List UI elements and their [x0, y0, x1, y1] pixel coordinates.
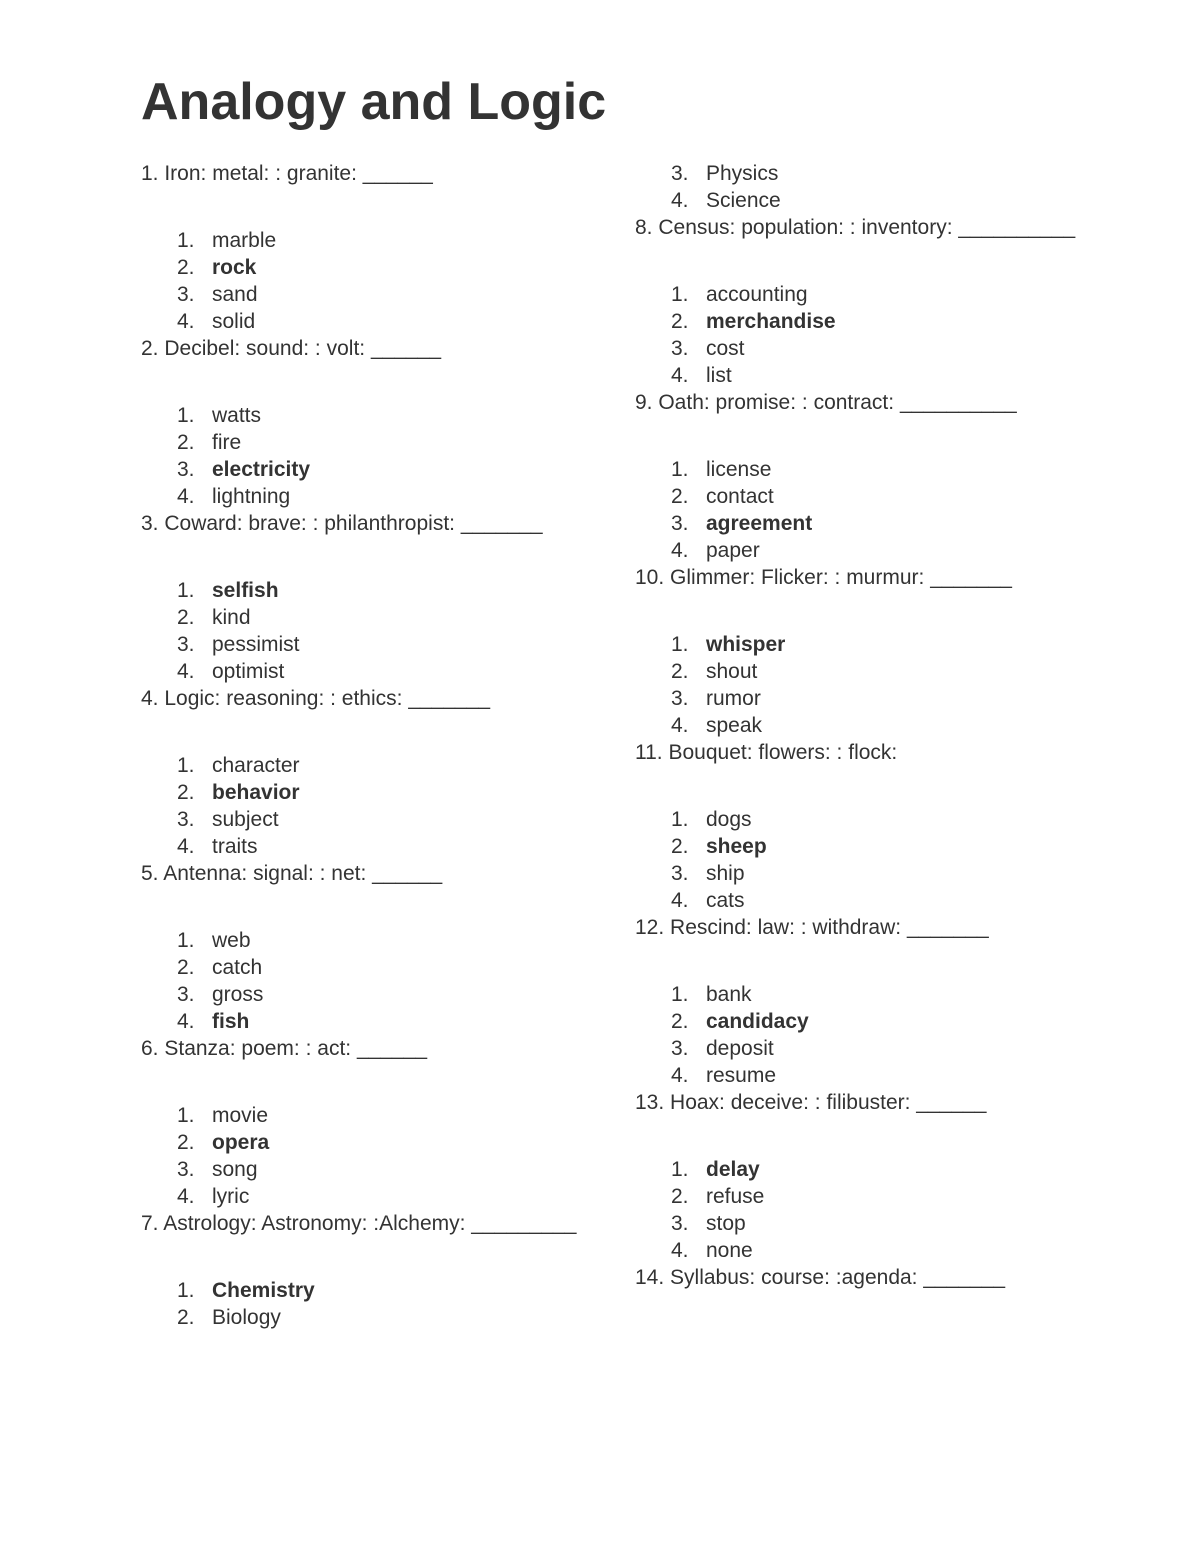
- answer-option-correct: [141, 779, 611, 806]
- option-number: 1.: [177, 1104, 195, 1127]
- option-label: catch: [212, 956, 263, 979]
- option-label: optimist: [212, 660, 285, 683]
- option-label: deposit: [706, 1037, 774, 1060]
- answer-option: [635, 281, 1105, 308]
- option-number: 3.: [177, 458, 195, 481]
- option-label: dogs: [706, 808, 752, 831]
- option-label: speak: [706, 714, 763, 737]
- question-text: 8. Census: population: : inventory: __________: [635, 216, 1076, 239]
- spacer: [635, 591, 1105, 631]
- answer-option: [635, 712, 1105, 739]
- option-number: 4.: [177, 835, 195, 858]
- option-number: 1.: [671, 283, 689, 306]
- spacer: [635, 766, 1105, 806]
- option-label: merchandise: [706, 310, 836, 333]
- answer-option: [635, 1183, 1105, 1210]
- option-label: watts: [212, 404, 262, 427]
- spacer: [635, 416, 1105, 456]
- answer-option: [635, 806, 1105, 833]
- option-label: Science: [706, 189, 781, 212]
- option-number: 4.: [671, 714, 689, 737]
- option-number: 3.: [671, 337, 689, 360]
- option-label: list: [706, 364, 732, 387]
- option-label: contact: [706, 485, 774, 508]
- option-number: 2.: [671, 310, 689, 333]
- option-label: shout: [706, 660, 758, 683]
- question-text: 5. Antenna: signal: : net: ______: [141, 862, 443, 885]
- option-number: 3.: [671, 1037, 689, 1060]
- answer-option: [141, 833, 611, 860]
- option-number: 2.: [177, 781, 195, 804]
- spacer: [141, 362, 611, 402]
- option-number: 3.: [671, 687, 689, 710]
- question-text: 7. Astrology: Astronomy: :Alchemy: _________: [141, 1212, 577, 1235]
- option-label: character: [212, 754, 300, 777]
- option-label: sheep: [706, 835, 767, 858]
- option-number: 2.: [177, 1306, 195, 1329]
- option-label: cats: [706, 889, 745, 912]
- answer-option-correct: [635, 631, 1105, 658]
- option-label: fire: [212, 431, 242, 454]
- question-text: 14. Syllabus: course: :agenda: _______: [635, 1266, 1006, 1289]
- option-label: stop: [706, 1212, 746, 1235]
- answer-option: [141, 281, 611, 308]
- question-text: 6. Stanza: poem: : act: ______: [141, 1037, 428, 1060]
- option-label: lightning: [212, 485, 291, 508]
- option-number: 2.: [177, 1131, 195, 1154]
- answer-option: [141, 658, 611, 685]
- answer-option-correct: [141, 1277, 611, 1304]
- option-label: lyric: [212, 1185, 250, 1208]
- option-number: 2.: [671, 1010, 689, 1033]
- option-label: pessimist: [212, 633, 300, 656]
- question-text: 4. Logic: reasoning: : ethics: _______: [141, 687, 491, 710]
- answer-option-correct: [635, 308, 1105, 335]
- spacer: [635, 241, 1105, 281]
- answer-option-correct: [141, 577, 611, 604]
- answer-option: [635, 860, 1105, 887]
- option-number: 2.: [671, 1185, 689, 1208]
- option-label: fish: [212, 1010, 250, 1033]
- answer-option: [141, 483, 611, 510]
- answer-option: [141, 1102, 611, 1129]
- option-label: movie: [212, 1104, 269, 1127]
- option-number: 3.: [177, 283, 195, 306]
- option-label: Physics: [706, 162, 779, 185]
- option-number: 4.: [671, 539, 689, 562]
- option-number: 3.: [671, 862, 689, 885]
- option-label: web: [212, 929, 251, 952]
- option-number: 4.: [671, 889, 689, 912]
- option-label: ship: [706, 862, 745, 885]
- answer-option: [141, 604, 611, 631]
- option-label: none: [706, 1239, 753, 1262]
- option-label: sand: [212, 283, 258, 306]
- option-label: traits: [212, 835, 258, 858]
- answer-option: [141, 631, 611, 658]
- option-number: 4.: [671, 364, 689, 387]
- answer-option-correct: [141, 1129, 611, 1156]
- option-number: 1.: [671, 983, 689, 1006]
- answer-option: [635, 456, 1105, 483]
- option-number: 3.: [671, 162, 689, 185]
- option-label: gross: [212, 983, 264, 1006]
- option-number: 1.: [177, 229, 195, 252]
- option-number: 1.: [177, 404, 195, 427]
- answer-option: [635, 362, 1105, 389]
- option-label: accounting: [706, 283, 808, 306]
- answer-option-correct: [635, 510, 1105, 537]
- answer-option: [635, 537, 1105, 564]
- spacer: [141, 1062, 611, 1102]
- option-label: rock: [212, 256, 257, 279]
- option-label: electricity: [212, 458, 311, 481]
- answer-option-correct: [635, 1008, 1105, 1035]
- answer-option: [635, 981, 1105, 1008]
- option-number: 4.: [177, 1185, 195, 1208]
- option-label: rumor: [706, 687, 761, 710]
- option-label: opera: [212, 1131, 270, 1154]
- question-text: 2. Decibel: sound: : volt: ______: [141, 337, 442, 360]
- answer-option-correct: [141, 1008, 611, 1035]
- option-number: 4.: [177, 1010, 195, 1033]
- option-label: solid: [212, 310, 256, 333]
- option-number: 1.: [177, 579, 195, 602]
- answer-option: [635, 1210, 1105, 1237]
- option-number: 4.: [671, 1064, 689, 1087]
- question-text: 12. Rescind: law: : withdraw: _______: [635, 916, 989, 939]
- option-label: whisper: [706, 633, 786, 656]
- answer-option: [141, 927, 611, 954]
- answer-option: [635, 160, 1105, 187]
- option-number: 3.: [177, 1158, 195, 1181]
- option-label: behavior: [212, 781, 300, 804]
- option-number: 1.: [177, 929, 195, 952]
- option-number: 3.: [177, 633, 195, 656]
- option-number: 2.: [177, 256, 195, 279]
- option-number: 4.: [671, 189, 689, 212]
- answer-option: [635, 658, 1105, 685]
- option-label: paper: [706, 539, 760, 562]
- option-label: candidacy: [706, 1010, 809, 1033]
- option-number: 4.: [177, 485, 195, 508]
- answer-option: [635, 335, 1105, 362]
- answer-option: [141, 954, 611, 981]
- spacer: [635, 941, 1105, 981]
- answer-option: [141, 402, 611, 429]
- spacer: [141, 712, 611, 752]
- answer-option-correct: [141, 254, 611, 281]
- answer-option: [141, 1304, 611, 1331]
- right-column: [635, 160, 1105, 1291]
- question-text: 9. Oath: promise: : contract: __________: [635, 391, 1017, 414]
- option-number: 4.: [177, 310, 195, 333]
- answer-option: [635, 1062, 1105, 1089]
- question-text: 1. Iron: metal: : granite: ______: [141, 162, 433, 185]
- option-number: 3.: [177, 808, 195, 831]
- spacer: [635, 1116, 1105, 1156]
- question-text: 3. Coward: brave: : philanthropist: _______: [141, 512, 543, 535]
- answer-option: [141, 752, 611, 779]
- option-number: 3.: [671, 512, 689, 535]
- answer-option: [141, 429, 611, 456]
- question-text: 13. Hoax: deceive: : filibuster: ______: [635, 1091, 987, 1114]
- option-label: Biology: [212, 1306, 281, 1329]
- option-number: 1.: [671, 458, 689, 481]
- option-number: 1.: [177, 754, 195, 777]
- left-column: [141, 160, 611, 1331]
- spacer: [141, 537, 611, 577]
- answer-option: [635, 887, 1105, 914]
- question-text: 10. Glimmer: Flicker: : murmur: _______: [635, 566, 1012, 589]
- option-label: license: [706, 458, 772, 481]
- option-label: marble: [212, 229, 277, 252]
- option-number: 2.: [177, 431, 195, 454]
- answer-option: [141, 1183, 611, 1210]
- answer-option: [141, 1156, 611, 1183]
- option-number: 2.: [671, 485, 689, 508]
- option-number: 4.: [671, 1239, 689, 1262]
- spacer: [141, 187, 611, 227]
- option-label: subject: [212, 808, 279, 831]
- option-number: 1.: [671, 633, 689, 656]
- option-number: 2.: [671, 835, 689, 858]
- answer-option: [141, 308, 611, 335]
- question-text: 11. Bouquet: flowers: : flock:: [635, 741, 898, 764]
- option-label: selfish: [212, 579, 279, 602]
- answer-option: [141, 806, 611, 833]
- answer-option: [141, 227, 611, 254]
- option-number: 2.: [177, 956, 195, 979]
- option-label: kind: [212, 606, 251, 629]
- option-number: 1.: [177, 1279, 195, 1302]
- option-label: song: [212, 1158, 258, 1181]
- answer-option-correct: [635, 833, 1105, 860]
- option-label: delay: [706, 1158, 760, 1181]
- answer-option-correct: [141, 456, 611, 483]
- option-label: bank: [706, 983, 752, 1006]
- option-number: 3.: [671, 1212, 689, 1235]
- spacer: [141, 887, 611, 927]
- answer-option: [635, 1237, 1105, 1264]
- option-label: cost: [706, 337, 745, 360]
- option-number: 2.: [671, 660, 689, 683]
- option-number: 4.: [177, 660, 195, 683]
- page-title: Analogy and Logic: [141, 73, 607, 131]
- answer-option: [141, 981, 611, 1008]
- answer-option: [635, 1035, 1105, 1062]
- spacer: [141, 1237, 611, 1277]
- option-label: resume: [706, 1064, 777, 1087]
- option-number: 1.: [671, 808, 689, 831]
- answer-option-correct: [635, 1156, 1105, 1183]
- option-label: agreement: [706, 512, 813, 535]
- answer-option: [635, 187, 1105, 214]
- answer-option: [635, 483, 1105, 510]
- option-label: refuse: [706, 1185, 765, 1208]
- option-number: 2.: [177, 606, 195, 629]
- option-label: Chemistry: [212, 1279, 315, 1302]
- option-number: 3.: [177, 983, 195, 1006]
- answer-option: [635, 685, 1105, 712]
- option-number: 1.: [671, 1158, 689, 1181]
